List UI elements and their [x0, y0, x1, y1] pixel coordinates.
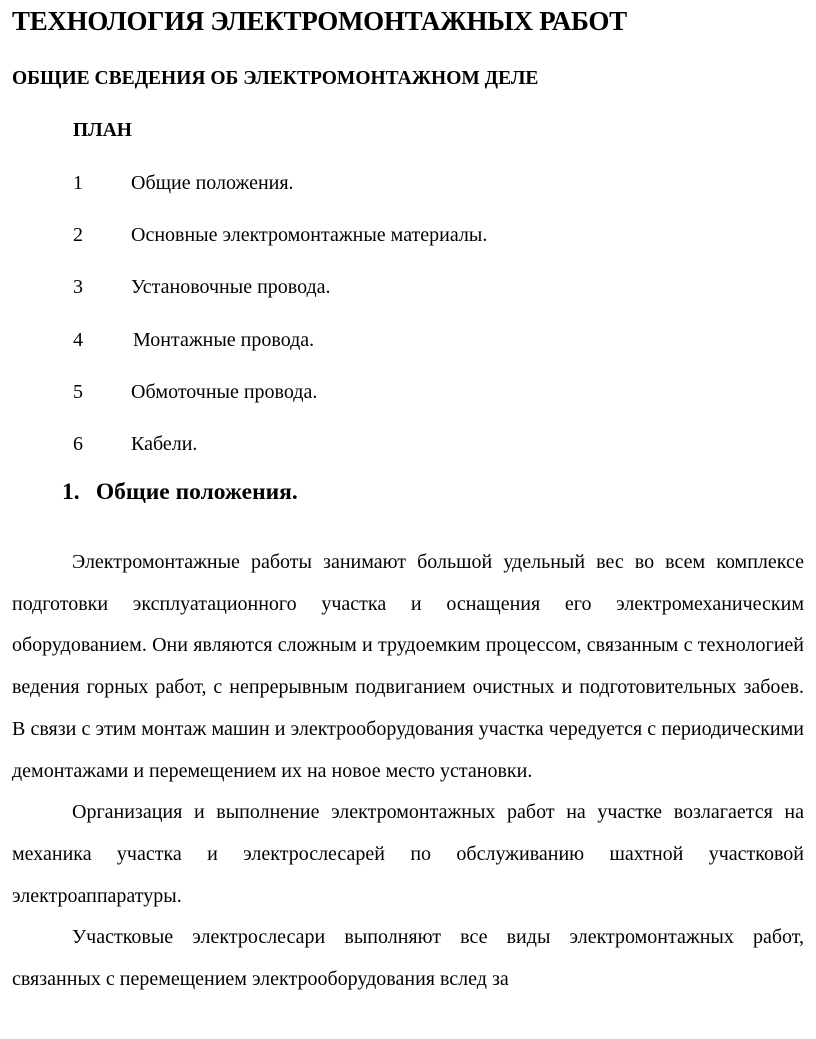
section-heading	[62, 479, 298, 506]
plan-item-text: Кабели.	[131, 432, 198, 455]
plan-item	[73, 431, 487, 483]
plan-list	[73, 170, 487, 483]
paragraph: Организация и выполнение электромонтажных работ на участке возлагается на механика участка и электрослесарей по обслуживанию шахтной участковой электроаппаратуры.	[12, 801, 804, 907]
plan-item-text: Обмоточные провода.	[131, 380, 318, 403]
plan-item	[73, 222, 487, 274]
plan-item-text: Основные электромонтажные материалы.	[131, 224, 488, 247]
plan-item-number: 3	[73, 276, 83, 299]
plan-item-text: Монтажные провода.	[133, 328, 315, 351]
plan-item-number: 6	[73, 432, 83, 455]
plan-item-text: Общие положения.	[131, 172, 294, 194]
plan-heading: ПЛАН	[73, 120, 132, 141]
section-title: Общие положения.	[95, 479, 298, 505]
plan-item-number: 5	[73, 380, 83, 403]
plan-item-text: Установочные провода.	[131, 276, 331, 299]
paragraph: Электромонтажные работы занимают большой удельный вес во всем комплексе подготовки эксплуатационного участка и оснащения его электромеханическим оборудованием. Они являются сложным и трудоемким процессом, связанным с технологией ведения горных работ, с непрерывным подвиганием очистных и подготовительных забоев. В связи с этим монтаж машин и электрооборудования участка чередуется с периодическими демонтажами и перемещением их на новое место установки.	[12, 551, 804, 782]
body-text	[12, 542, 804, 1001]
paragraph: Участковые электрослесари выполняют все виды электромонтажных работ, связанных с перемещением электрооборудования вслед за	[12, 926, 804, 991]
plan-item	[73, 170, 487, 222]
plan-item	[73, 379, 487, 431]
document-title: ТЕХНОЛОГИЯ ЭЛЕКТРОМОНТАЖНЫХ РАБОТ	[12, 6, 627, 36]
plan-item-number: 1	[73, 172, 83, 194]
document-subtitle: ОБЩИЕ СВЕДЕНИЯ ОБ ЭЛЕКТРОМОНТАЖНОМ ДЕЛЕ	[12, 68, 539, 89]
plan-item	[73, 327, 487, 379]
plan-item	[73, 274, 487, 326]
section-number: 1.	[62, 479, 80, 505]
plan-item-number: 4	[73, 328, 83, 351]
plan-item-number: 2	[73, 224, 83, 247]
